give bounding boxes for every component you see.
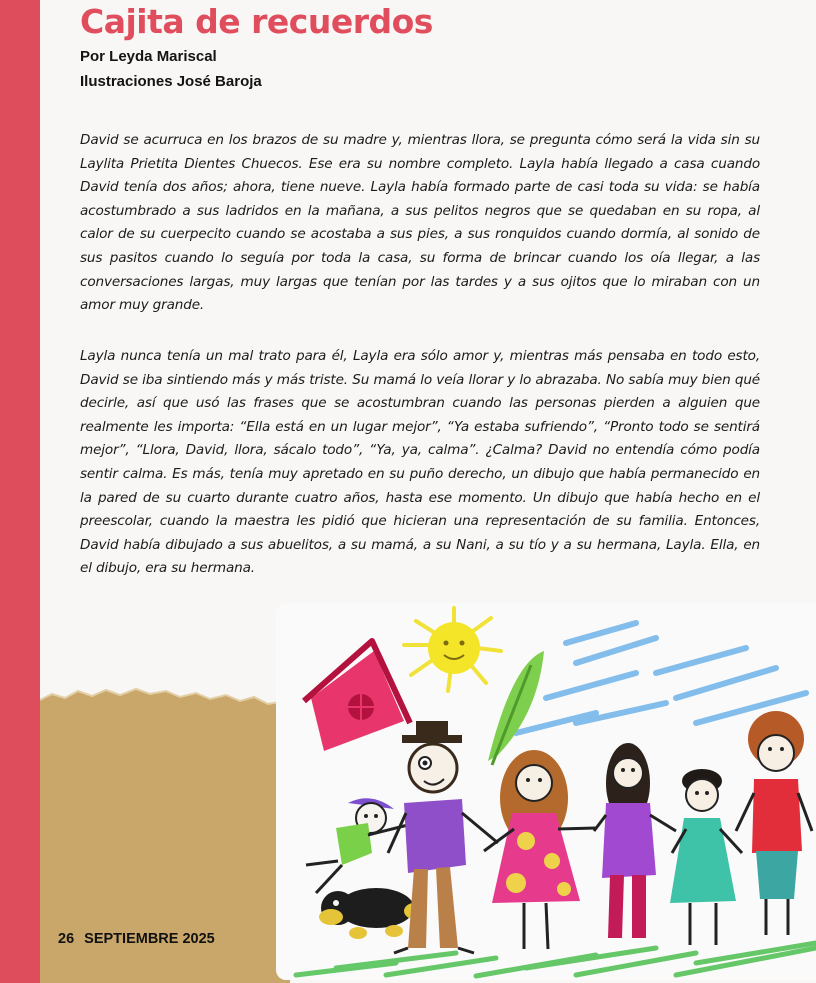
dog-drawing (319, 888, 424, 939)
grandpa-figure-drawing (736, 711, 812, 935)
issue-date: SEPTIEMBRE 2025 (84, 931, 215, 947)
page-number: 26 (58, 931, 75, 947)
nani-figure-drawing (670, 769, 742, 945)
mother-figure-drawing (484, 750, 596, 949)
author-byline: Por Leyda Mariscal (80, 48, 217, 65)
house-drawing (304, 641, 410, 751)
family-drawing-illustration (276, 603, 816, 980)
left-accent-bar (0, 0, 40, 983)
crayon-family-drawing (276, 603, 816, 980)
page-footer (58, 931, 221, 947)
article-paragraph-1: David se acurruca en los brazos de su madre y, mientras llora, se pregunta cómo será la vida sin su Laylita Prietita Dientes Chuecos. Ese era su nombre completo. Layla había llegado a casa cuando David tenía dos años; ahora, tiene nueve. Layla había formado parte de casi toda su vida: se había acostumbrado a sus ladridos en la mañana, a sus pelitos negros que se quedaban en su ropa, al calor de su cuerpecito cuando se acostaba a sus pies, a sus ronquidos cuando dormía, al sonido de sus pasitos cuando lo seguía por toda la casa, su forma de brincar cuando los oía llegar, a las conversaciones largas, muy largas que tenían por las tardes y a sus ojitos que lo miraban con un amor muy grande. (80, 132, 760, 314)
article-title: Cajita de recuerdos (80, 2, 433, 41)
grandma-figure-drawing (594, 743, 676, 938)
article-paragraph-2: Layla nunca tenía un mal trato para él, Layla era sólo amor y, mientras más pensaba en todo esto, David se iba sintiendo más y más triste. Su mamá lo veía llorar y lo abrazaba. No sabía muy bien qué decirle, así que usó las frases que se acostumbran cuando las personas pierden a alguien que realmente les importa: “Ella está en un lugar mejor”, “Ya estaba sufriendo”, “Pronto todo se sentirá mejor”, “Llora, David, llora, sácalo todo”, “Ya, ya, calma”. ¿Calma? David no entendía cómo podía sentir calma. Es más, tenía muy apretado en su puño derecho, un dibujo que había permanecido en la pared de su cuarto durante cuatro años, hasta ese momento. Un dibujo que había hecho en el preescolar, cuando la maestra les pidió que hicieran una representación de su familia. Entonces, David había dibujado a sus abuelitos, a su mamá, a su Nani, a su tío y a su hermana, Layla. Ella, en el dibujo, era su hermana. (80, 348, 760, 577)
sun-drawing (404, 608, 501, 691)
illustrator-byline: Ilustraciones José Baroja (80, 73, 262, 90)
